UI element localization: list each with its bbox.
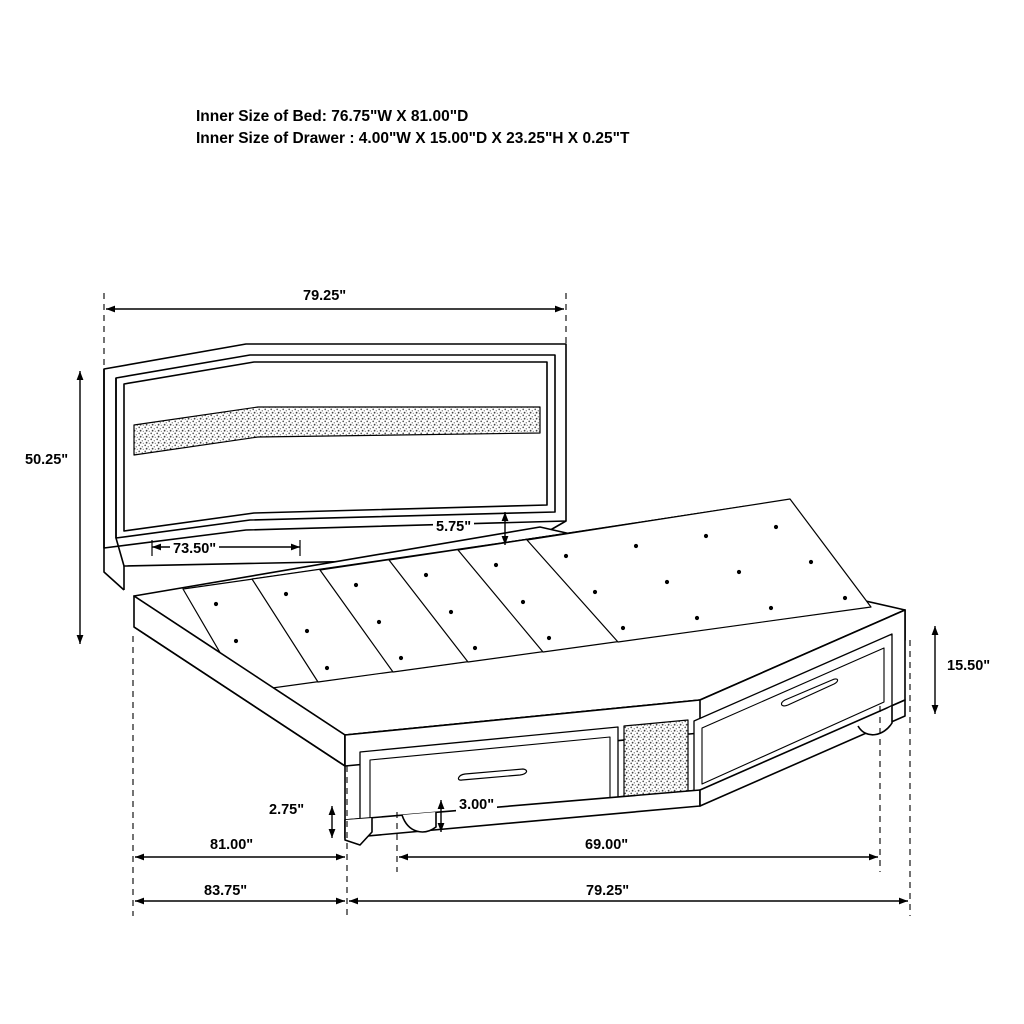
- dimension-label-drawer-front-height: 15.50": [944, 658, 993, 674]
- dimension-label-headboard-inner-width: 73.50": [170, 541, 219, 557]
- dimension-label-headboard-width: 79.25": [300, 288, 349, 304]
- dimension-label-foot-clearance: 2.75": [266, 802, 307, 818]
- dimension-label-drawer-span: 69.00": [582, 837, 631, 853]
- inner-size-bed-text: Inner Size of Bed: 76.75"W X 81.00"D: [196, 108, 469, 125]
- dimension-label-leg-height: 3.00": [456, 797, 497, 813]
- dimension-label-overall-depth: 83.75": [201, 883, 250, 899]
- dimension-label-overall-height: 50.25": [22, 452, 71, 468]
- dimension-label-rail-height: 5.75": [433, 519, 474, 535]
- dimension-label-overall-width: 79.25": [583, 883, 632, 899]
- inner-size-drawer-text: Inner Size of Drawer : 4.00"W X 15.00"D X 23.25"H X 0.25"T: [196, 130, 630, 148]
- dimension-label-bed-depth: 81.00": [207, 837, 256, 853]
